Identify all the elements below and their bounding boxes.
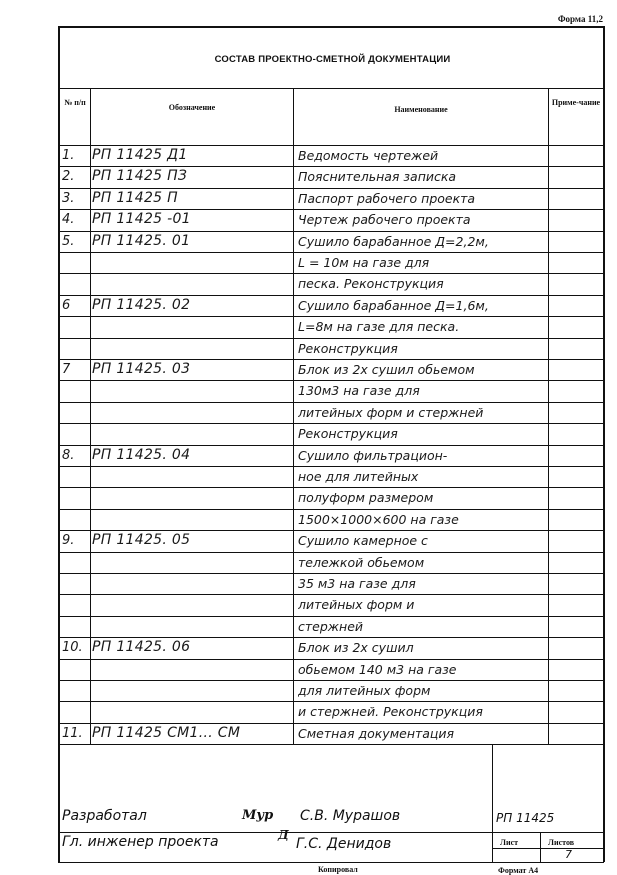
item-number: 4.	[62, 212, 75, 228]
row-line	[60, 316, 604, 317]
header-bottom-line	[60, 145, 604, 146]
column-line-designation	[293, 88, 294, 744]
item-name-line: Ведомость чертежей	[298, 148, 439, 163]
form-label: Форма 11,2	[557, 14, 603, 24]
item-name-line: 1500×1000×600 на газе	[298, 511, 459, 527]
signature-chief: Д	[278, 828, 289, 842]
item-name-line: стержней	[298, 618, 364, 634]
row-line	[60, 273, 604, 274]
row-line	[60, 380, 604, 381]
item-code: РП 11425 Д1	[92, 147, 188, 163]
row-line	[60, 659, 604, 660]
row-line	[60, 188, 604, 189]
format-label: Формат А4	[498, 866, 539, 875]
row-line	[60, 166, 604, 167]
chief-name: Г.С. Денидов	[296, 836, 392, 852]
item-name-line: Сушило барабанное Д=1,6м,	[298, 297, 489, 313]
developed-name: С.В. Мурашов	[300, 808, 401, 824]
item-number: 10.	[62, 640, 83, 656]
item-name-line: Реконструкция	[298, 426, 398, 442]
item-number: 11.	[62, 725, 83, 741]
item-name-line: ное для литейных	[298, 469, 419, 484]
row-line	[60, 487, 604, 488]
row-line	[60, 445, 604, 446]
item-code: РП 11425 -01	[92, 211, 191, 228]
row-line	[60, 573, 604, 574]
item-name-line: литейных форм и	[298, 597, 415, 613]
item-code: РП 11425. 01	[92, 232, 191, 249]
item-name-line: и стержней. Реконструкция	[298, 704, 483, 720]
item-name-line: Сметная документация	[298, 725, 455, 741]
copied-label: Копировал	[318, 865, 358, 874]
row-line	[60, 594, 604, 595]
column-line-num	[90, 88, 91, 744]
row-line	[60, 338, 604, 339]
header-name: Наименование	[394, 105, 448, 114]
item-name-line: полуформ размером	[298, 490, 434, 506]
row-line	[60, 552, 604, 553]
row-line	[60, 680, 604, 681]
stamp-inner-line	[540, 832, 541, 862]
item-code: РП 11425. 05	[92, 532, 191, 549]
item-code: РП 11425. 06	[92, 639, 191, 656]
header-designation: Обозначение	[168, 103, 216, 112]
header-note: Приме-чание	[551, 98, 601, 107]
row-line	[60, 723, 604, 724]
row-line	[60, 701, 604, 702]
item-name-line: L=8м на газе для песка.	[298, 319, 460, 335]
item-number: 7	[62, 362, 71, 377]
item-number: 2.	[62, 169, 75, 185]
row-line	[60, 509, 604, 510]
item-code: РП 11425 ПЗ	[92, 168, 188, 185]
item-name-line: Чертеж рабочего проекта	[298, 212, 471, 228]
footer-mid-line	[60, 832, 492, 833]
stamp-low-line	[492, 848, 604, 849]
item-name-line: 130м3 на газе для	[298, 383, 420, 399]
row-line	[60, 402, 604, 403]
item-number: 1.	[62, 148, 75, 163]
sheets-value: 7	[565, 848, 572, 861]
item-number: 8.	[62, 447, 75, 463]
item-name-line: тележкой обьемом	[298, 554, 425, 570]
item-name-line: Паспорт рабочего проекта	[298, 190, 476, 206]
item-name-line: литейных форм и стержней	[298, 404, 484, 420]
sheet-label: Лист	[500, 838, 519, 847]
sheets-label: Листов	[548, 838, 575, 847]
item-name-line: Сушило барабанное Д=2,2м,	[298, 233, 489, 249]
stamp-mid-line	[492, 832, 604, 833]
item-name-line: Пояснительная записка	[298, 169, 457, 185]
item-number: 9.	[62, 533, 75, 549]
item-name-line: Блок из 2х сушил обьемом	[298, 362, 475, 377]
item-name-line: обьемом 140 м3 на газе	[298, 661, 457, 677]
header-num: № п/п	[64, 98, 86, 107]
row-line	[60, 616, 604, 617]
item-number: 3.	[62, 190, 75, 206]
item-number: 6	[62, 297, 71, 313]
body-bottom-line	[60, 744, 604, 745]
item-code: РП 11425. 03	[92, 361, 191, 377]
item-name-line: 35 м3 на газе для	[298, 576, 416, 591]
item-name-line: Сушило камерное с	[298, 533, 428, 549]
item-code: РП 11425. 04	[92, 446, 191, 463]
row-line	[60, 423, 604, 424]
item-name-line: песка. Реконструкция	[298, 276, 444, 292]
item-name-line: Сушило фильтрацион-	[298, 447, 448, 463]
row-line	[60, 209, 604, 210]
item-name-line: L = 10м на газе для	[298, 255, 430, 270]
item-name-line: для литейных форм	[298, 683, 431, 698]
developed-label: Разработал	[62, 808, 147, 824]
row-line	[60, 252, 604, 253]
document-title: СОСТАВ ПРОЕКТНО-СМЕТНОЙ ДОКУМЕНТАЦИИ	[214, 54, 451, 65]
row-line	[60, 359, 604, 360]
stamp-line	[492, 744, 493, 862]
item-code: РП 11425 П	[92, 189, 178, 206]
row-line	[60, 295, 604, 296]
frame-bottom-line	[58, 862, 604, 863]
item-name-line: Блок из 2х сушил	[298, 640, 414, 656]
item-number: 5.	[62, 233, 75, 249]
item-name-line: Реконструкция	[298, 340, 398, 356]
item-code: РП 11425 СМ1... СМ	[92, 724, 241, 741]
row-line	[60, 466, 604, 467]
row-line	[60, 231, 604, 232]
column-line-name	[548, 88, 549, 744]
row-line	[60, 530, 604, 531]
chief-label: Гл. инженер проекта	[62, 834, 219, 850]
doc-code: РП 11425	[496, 811, 555, 825]
item-code: РП 11425. 02	[92, 296, 191, 313]
row-line	[60, 637, 604, 638]
header-top-line	[60, 88, 604, 89]
signature-developer: Мур	[242, 808, 274, 823]
